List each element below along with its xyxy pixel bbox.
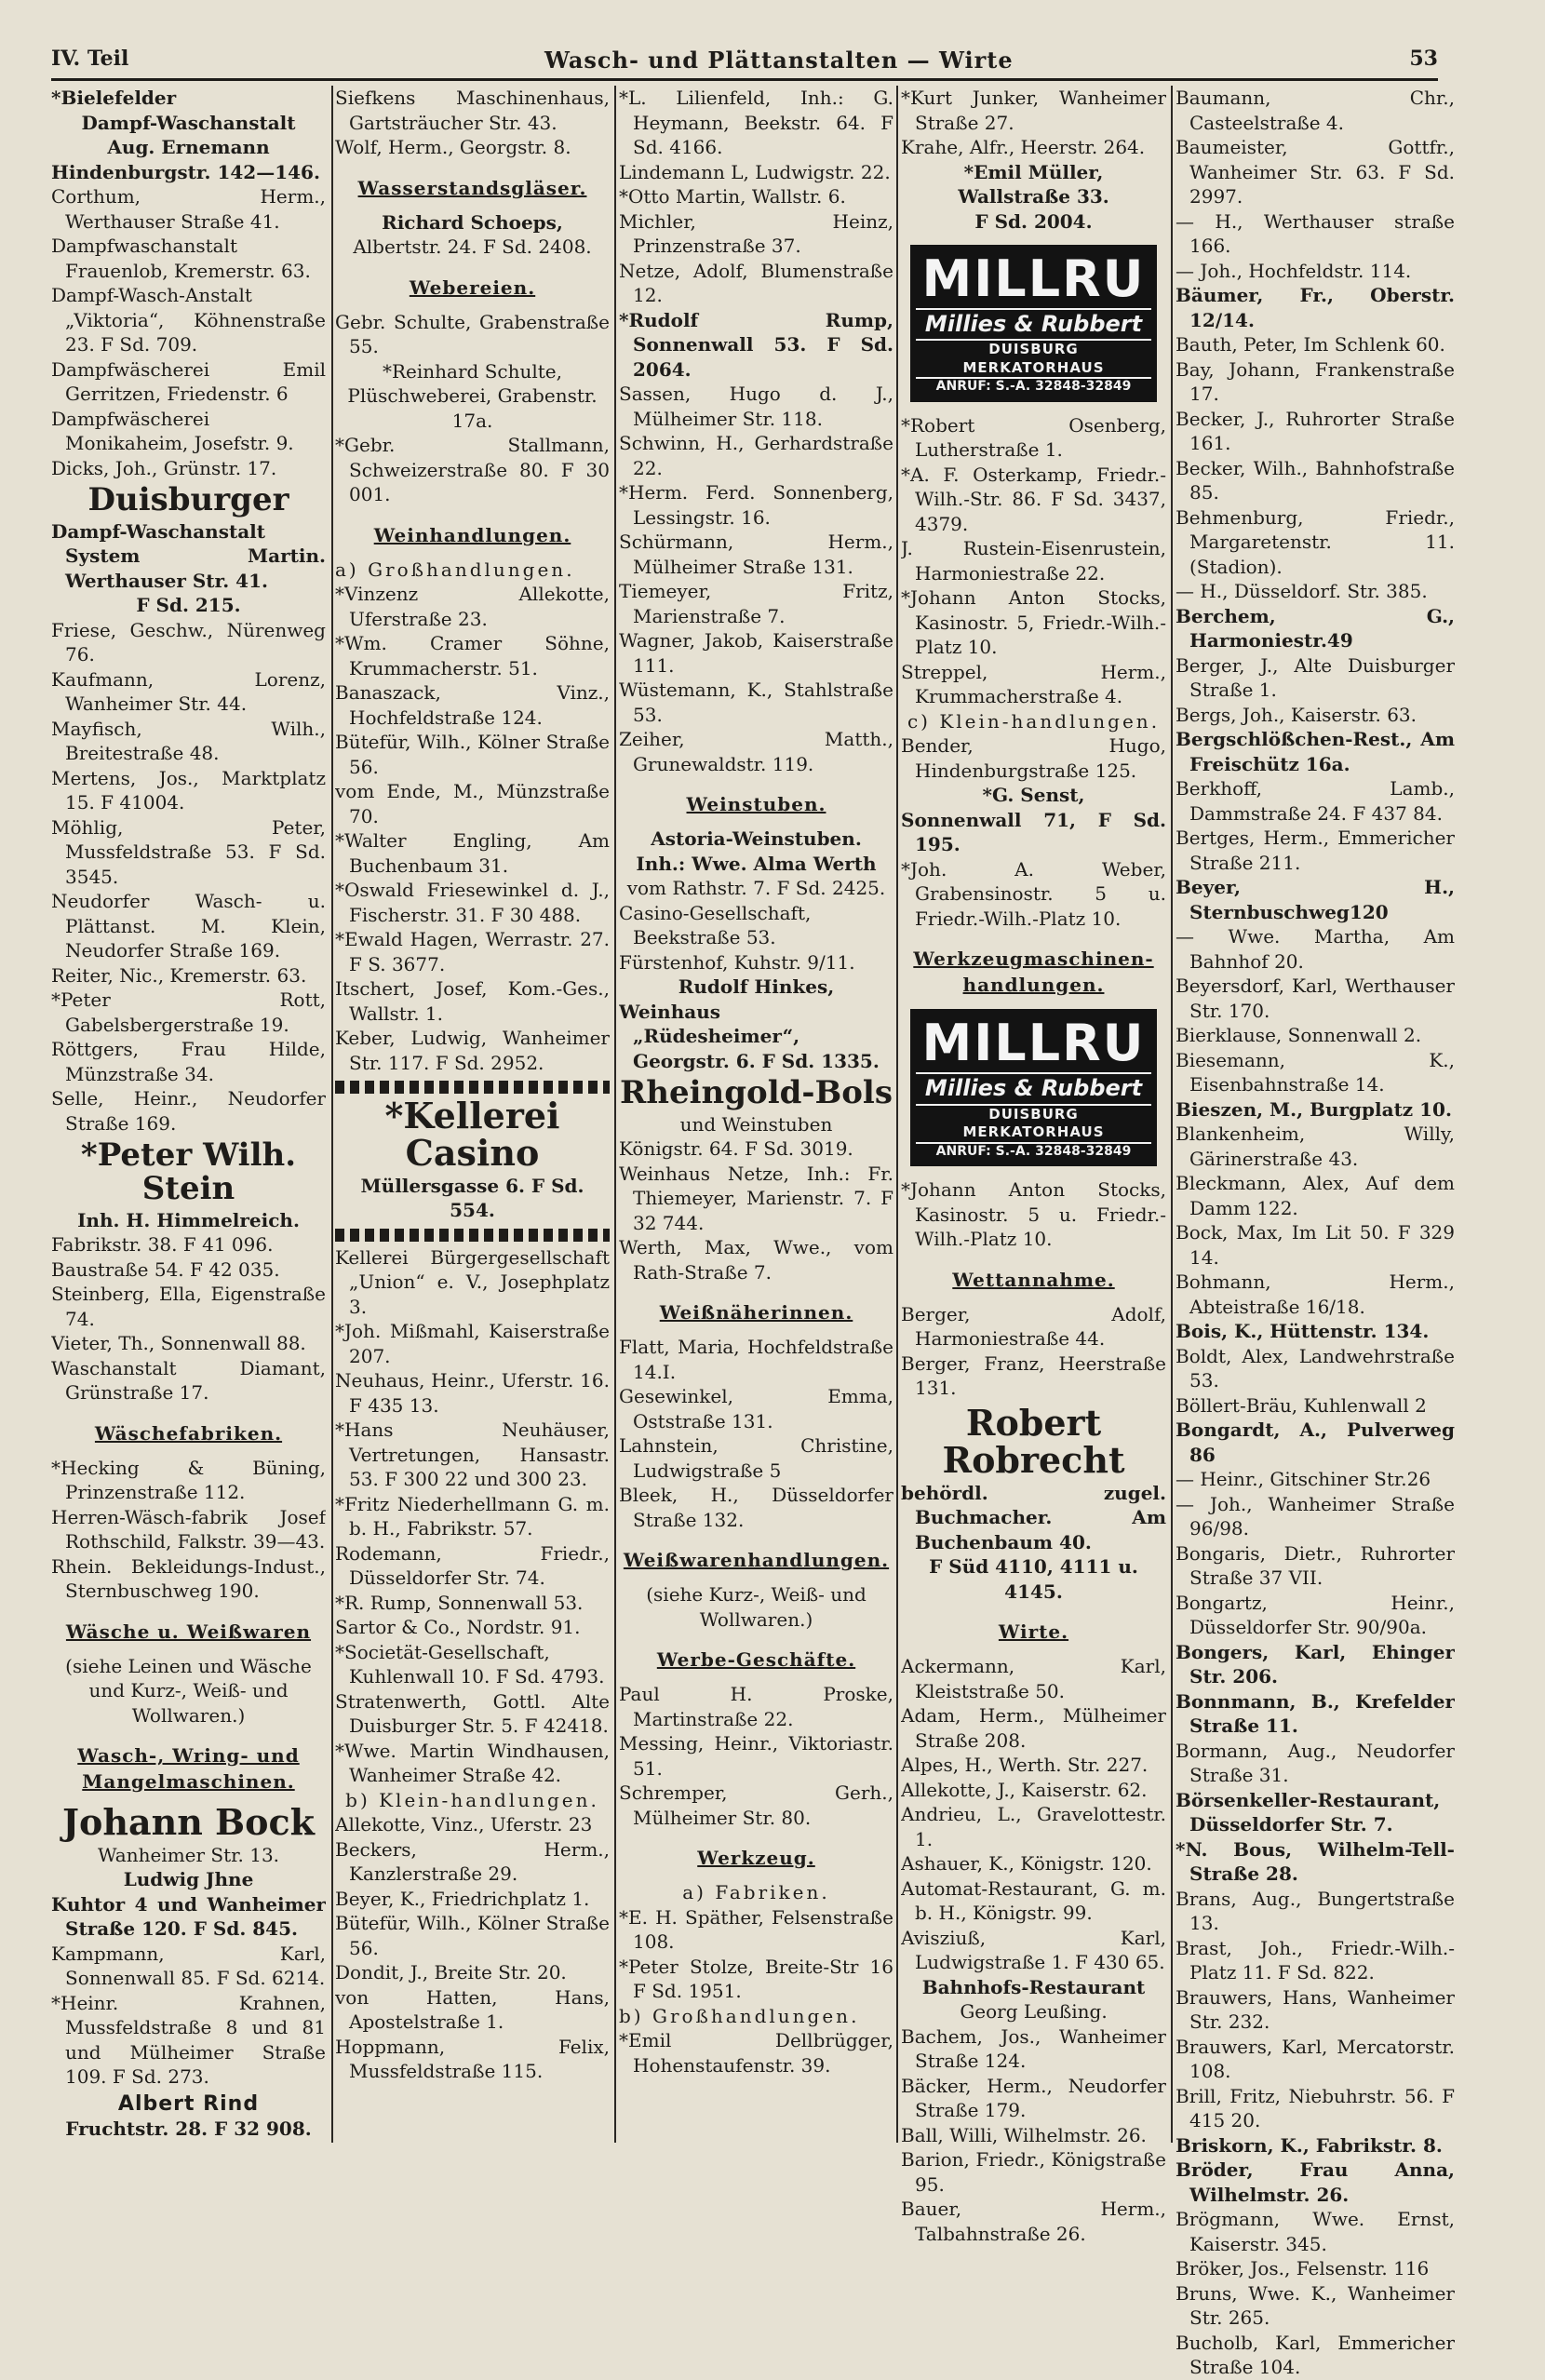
- directory-entry: — H., Werthauser straße 166.: [1176, 209, 1455, 257]
- directory-entry: — Wwe. Martha, Am Bahnhof 20.: [1176, 925, 1455, 973]
- directory-entry: b) Großhandlungen.: [619, 2004, 860, 2027]
- directory-entry: (siehe Leinen und Wäsche und Kurz-, Weiß- und Wollwaren.): [65, 1654, 312, 1727]
- directory-entry: Hoppmann, Felix, Mussfeldstraße 115.: [335, 2035, 610, 2083]
- directory-entry: Bauer, Herm., Talbahnstraße 26.: [901, 2198, 1166, 2245]
- directory-entry: Messing, Heinr., Viktoriastr. 51.: [619, 1732, 893, 1780]
- directory-entry: Krahe, Alfr., Heerstr. 264.: [901, 136, 1146, 158]
- directory-entry: a) Großhandlungen.: [335, 558, 575, 581]
- directory-entry: Albertstr. 24. F Sd. 2408.: [353, 235, 592, 258]
- ad-line-a3: DUISBURG MERKATORHAUS: [916, 1104, 1151, 1142]
- directory-entry: F Sd. 215.: [136, 594, 241, 617]
- directory-entry: c) Klein-handlungen.: [907, 709, 1161, 733]
- column-rule: [331, 86, 333, 2143]
- section-heading: Werkzeug.: [697, 1847, 815, 1870]
- directory-entry: Berger, J., Alte Duisburger Straße 1.: [1176, 653, 1455, 701]
- directory-entry: *Emil Dellbrügger, Hohenstaufenstr. 39.: [619, 2029, 893, 2077]
- directory-entry: Allekotte, J., Kaiserstr. 62.: [901, 1778, 1148, 1801]
- directory-entry: Brögmann, Wwe. Ernst, Kaiserstr. 345.: [1176, 2208, 1455, 2255]
- directory-entry: Neudorfer Wasch- u. Plättanst. M. Klein, Neudorfer Straße 169.: [51, 890, 326, 962]
- section-heading: Weinstuben.: [686, 793, 826, 815]
- directory-entry: Barion, Friedr., Königstraße 95.: [901, 2148, 1166, 2196]
- display-name: Rheingold-Bols: [620, 1074, 893, 1111]
- directory-entry: Rhein. Bekleidungs-Indust., Sternbuschweg 190.: [51, 1554, 326, 1603]
- directory-entry: Reiter, Nic., Kremerstr. 63.: [51, 963, 307, 987]
- directory-entry: Bongaris, Dietr., Ruhrorter Straße 37 VII.: [1176, 1541, 1455, 1589]
- directory-entry: Gebr. Schulte, Grabenstraße 55.: [335, 310, 610, 357]
- directory-entry: Zeiher, Matth., Grunewaldstr. 119.: [619, 728, 893, 775]
- directory-entry: Baumann, Chr., Casteelstraße 4.: [1176, 87, 1455, 134]
- directory-entry: *Wm. Cramer Söhne, Krummacherstr. 51.: [335, 632, 610, 679]
- directory-entry: Bongers, Karl, Ehinger Str. 206.: [1176, 1640, 1455, 1688]
- directory-entry: *E. H. Späther, Felsenstraße 108.: [619, 1905, 893, 1954]
- directory-entry: Brauwers, Karl, Mercatorstr. 108.: [1176, 2035, 1455, 2082]
- directory-entry: *L. Lilienfeld, Inh.: G. Heymann, Beekstr. 64. F Sd. 4166.: [619, 87, 893, 158]
- section-heading: Wäschefabriken.: [94, 1421, 283, 1445]
- ad-line-a2: Millies & Rubbert: [916, 1072, 1151, 1103]
- directory-entry: Paul H. Proske, Martinstraße 22.: [619, 1683, 893, 1730]
- directory-entry: Schürmann, Herm., Mülheimer Straße 131.: [619, 531, 893, 578]
- directory-entry: Automat-Restaurant, G. m. b. H., Königstr. 99.: [901, 1876, 1166, 1925]
- directory-entry: *Kurt Junker, Wanheimer Straße 27.: [901, 87, 1166, 134]
- directory-entry: Fabrikstr. 38. F 41 096.: [51, 1233, 274, 1257]
- directory-entry: Alpes, H., Werth. Str. 227.: [901, 1754, 1149, 1777]
- section-heading: Werbe-Geschäfte.: [656, 1648, 856, 1672]
- directory-entry: Dampf-Wasch-Anstalt „Viktoria“, Köhnenstraße 23. F Sd. 709.: [51, 284, 326, 356]
- directory-entry: *Ewald Hagen, Werrastr. 27. F S. 3677.: [335, 928, 610, 975]
- directory-entry: Andrieu, L., Gravelottestr. 1.: [901, 1803, 1166, 1850]
- directory-entry: *Hans Neuhäuser, Vertretungen, Hansastr. 53. F 300 22 und 300 23.: [335, 1419, 610, 1491]
- directory-entry: Bachem, Jos., Wanheimer Straße 124.: [901, 2024, 1166, 2073]
- directory-entry: Bergschlößchen-Rest., Am Freischütz 16a.: [1176, 728, 1455, 775]
- directory-entry: Kellerei Bürgergesellschaft „Union“ e. V., Josephplatz 3.: [335, 1245, 610, 1318]
- directory-entry: Kaufmann, Lorenz, Wanheimer Str. 44.: [51, 667, 326, 716]
- section-heading: Weinhandlungen.: [373, 523, 571, 546]
- directory-entry: Bruns, Wwe. K., Wanheimer Str. 265.: [1176, 2281, 1455, 2329]
- directory-entry: *G. Senst,: [982, 784, 1085, 807]
- column-rule: [896, 86, 898, 2143]
- directory-entry: *Robert Osenberg, Lutherstraße 1.: [901, 413, 1166, 462]
- section-heading: Wäsche u. Weißwaren: [65, 1620, 312, 1643]
- directory-entry: *Vinzenz Allekotte, Uferstraße 23.: [335, 583, 610, 630]
- directory-entry: Dondit, J., Breite Str. 20.: [335, 1961, 567, 1984]
- directory-entry: Bongartz, Heinr., Düsseldorfer Str. 90/90a.: [1176, 1591, 1455, 1638]
- directory-entry: a) Fabriken.: [682, 1881, 830, 1904]
- directory-entry: Dampfwäscherei Emil Gerritzen, Friedenstr. 6: [51, 357, 326, 405]
- running-title: Wasch- und Plättanstalten — Wirte: [544, 47, 1014, 74]
- directory-entry: Mayfisch, Wilh., Breitestraße 48.: [51, 717, 326, 765]
- directory-entry: *Hecking & Büning, Prinzenstraße 112.: [51, 1456, 326, 1504]
- directory-entry: Sartor & Co., Nordstr. 91.: [335, 1616, 581, 1639]
- display-name: Robert Robrecht: [942, 1401, 1125, 1481]
- directory-entry: Bertges, Herm., Emmericher Straße 211.: [1176, 827, 1455, 874]
- directory-entry: *Emil Müller,: [963, 160, 1104, 183]
- directory-entry: Baustraße 54. F 42 035.: [51, 1257, 280, 1281]
- directory-entry: *Walter Engling, Am Buchenbaum 31.: [335, 829, 610, 877]
- directory-entry: *Bielefelder: [51, 87, 177, 109]
- column-1: [51, 86, 326, 2142]
- directory-entry: Dampfwaschanstalt Frauenlob, Kremerstr. 63.: [51, 235, 311, 282]
- directory-entry: *Joh. Mißmahl, Kaiserstraße 207.: [335, 1320, 610, 1367]
- directory-entry: Böllert-Bräu, Kuhlenwall 2: [1176, 1393, 1427, 1417]
- directory-entry: Netze, Adolf, Blumenstraße 12.: [619, 259, 893, 306]
- directory-entry: Brans, Aug., Bungertstraße 13.: [1176, 1887, 1455, 1934]
- section-heading: Wirte.: [998, 1620, 1069, 1644]
- directory-entry: *Gebr. Stallmann, Schweizerstraße 80. F 30 001.: [335, 434, 610, 505]
- directory-entry: Bonnmann, B., Krefelder Straße 11.: [1176, 1689, 1455, 1737]
- section-heading: Wasserstandsgläser.: [357, 176, 587, 199]
- directory-entry: Boldt, Alex, Landwehrstraße 53.: [1176, 1344, 1455, 1392]
- directory-entry: Allekotte, Vinz., Uferstr. 23: [335, 1813, 593, 1836]
- directory-entry: Tiemeyer, Fritz, Marienstraße 7.: [619, 580, 893, 627]
- column-4: [901, 86, 1166, 2246]
- directory-entry: Wanheimer Str. 13.: [97, 1843, 280, 1866]
- directory-entry: Schremper, Gerh., Mülheimer Str. 80.: [619, 1782, 893, 1829]
- directory-entry: Berkhoff, Lamb., Dammstraße 24. F 437 84.: [1176, 777, 1455, 825]
- directory-entry: vom Rathstr. 7. F Sd. 2425.: [626, 877, 886, 899]
- section-heading: Weißwarenhandlungen.: [623, 1549, 890, 1572]
- directory-entry: Banaszack, Vinz., Hochfeldstraße 124.: [335, 681, 610, 729]
- directory-entry: J. Rustein-Eisenrustein, Harmoniestraße 22.: [901, 537, 1166, 585]
- display-name: *Peter Wilh. Stein: [80, 1136, 297, 1207]
- section-heading: Wasch-, Wring- und Mangelmaschinen.: [77, 1744, 300, 1794]
- directory-entry: Bergs, Joh., Kaiserstr. 63.: [1176, 703, 1417, 726]
- directory-entry: Rudolf Hinkes,: [678, 975, 835, 998]
- directory-entry: *Rudolf Rump, Sonnenwall 53. F Sd. 2064.: [619, 308, 893, 381]
- directory-entry: Weinhaus Netze, Inh.: Fr. Thiemeyer, Marienstr. 7. F 32 744.: [619, 1162, 893, 1234]
- directory-entry: Bieszen, M., Burgplatz 10.: [1176, 1097, 1452, 1121]
- ad-line-a2: Millies & Rubbert: [916, 308, 1151, 339]
- directory-entry: Herren-Wäsch-fabrik Josef Rothschild, Falkstr. 39—43.: [51, 1505, 326, 1553]
- directory-entry: F Sd. 2004.: [974, 209, 1093, 233]
- directory-entry: Biesemann, K., Eisenbahnstraße 14.: [1176, 1048, 1455, 1096]
- advertisement-box: [910, 245, 1157, 402]
- directory-entry: Bröder, Frau Anna, Wilhelmstr. 26.: [1176, 2158, 1455, 2206]
- column-rule: [614, 86, 616, 2143]
- part-label: IV. Teil: [51, 47, 129, 71]
- directory-entry: Beyer, H., Sternbuschweg120: [1176, 876, 1455, 923]
- ad-line-a4: ANRUF: S.-A. 32848-32849: [916, 1142, 1151, 1160]
- directory-entry: — Heinr., Gitschiner Str.26: [1176, 1468, 1431, 1490]
- directory-entry: Wallstraße 33.: [958, 185, 1109, 208]
- directory-entry: Bütefür, Wilh., Kölner Straße 56.: [335, 1912, 610, 1959]
- directory-entry: Inh. H. Himmelreich.: [77, 1208, 300, 1231]
- directory-entry: Keber, Ludwig, Wanheimer Str. 117. F Sd. 2952.: [335, 1027, 610, 1074]
- directory-entry: — Joh., Hochfeldstr. 114.: [1176, 259, 1412, 282]
- directory-entry: — Joh., Wanheimer Straße 96/98.: [1176, 1492, 1455, 1540]
- ornament-rule: [335, 1229, 610, 1242]
- directory-entry: b) Klein-handlungen.: [345, 1788, 599, 1811]
- directory-entry: *Oswald Friesewinkel d. J., Fischerstr. 31. F 30 488.: [335, 879, 610, 926]
- directory-entry: Weinhaus „Rüdesheimer“, Georgstr. 6. F Sd. 1335.: [619, 1000, 880, 1072]
- directory-entry: Baumeister, Gottfr., Wanheimer Str. 63. F Sd. 2997.: [1176, 136, 1455, 208]
- directory-entry: Itschert, Josef, Kom.-Ges., Wallstr. 1.: [335, 977, 610, 1025]
- directory-entry: Möhlig, Peter, Mussfeldstraße 53. F Sd. 3545.: [51, 815, 326, 888]
- directory-entry: Georg Leußing.: [960, 2000, 1108, 2024]
- directory-entry: Brill, Fritz, Niebuhrstr. 56. F 415 20.: [1176, 2084, 1455, 2131]
- directory-entry: Flatt, Maria, Hochfeldstraße 14.I.: [619, 1336, 893, 1383]
- display-name: *Kellerei Casino: [384, 1095, 560, 1174]
- directory-entry: Beckers, Herm., Kanzlerstraße 29.: [335, 1837, 610, 1886]
- directory-entry: *Otto Martin, Wallstr. 6.: [619, 185, 846, 208]
- directory-entry: Richard Schoeps,: [382, 210, 563, 234]
- directory-entry: Werth, Max, Wwe., vom Rath-Straße 7.: [619, 1236, 893, 1284]
- directory-entry: Aug. Ernemann: [107, 136, 270, 158]
- directory-entry: Becker, J., Ruhrorter Straße 161.: [1176, 407, 1455, 454]
- directory-entry: Sassen, Hugo d. J., Mülheimer Str. 118.: [619, 383, 893, 430]
- directory-entry: Lindemann L, Ludwigstr. 22.: [619, 160, 891, 183]
- ornament-rule: [335, 1081, 610, 1094]
- directory-entry: F Süd 4110, 4111 u. 4145.: [929, 1555, 1138, 1603]
- directory-entry: von Hatten, Hans, Apostelstraße 1.: [335, 1985, 610, 2034]
- column-3: [619, 86, 893, 2077]
- directory-entry: Röttgers, Frau Hilde, Münzstraße 34.: [51, 1038, 326, 1085]
- page-header: [51, 45, 1438, 81]
- directory-entry: Beyer, K., Friedrichplatz 1.: [335, 1887, 590, 1910]
- directory-entry: — H., Düsseldorf. Str. 385.: [1176, 580, 1428, 602]
- directory-entry: Ludwig Jhne: [123, 1868, 254, 1891]
- section-heading: Wettannahme.: [952, 1268, 1115, 1291]
- directory-entry: Sonnenwall 71, F Sd. 195.: [901, 808, 1166, 856]
- directory-entry: (siehe Kurz-, Weiß- und Wollwaren.): [646, 1583, 867, 1631]
- directory-entry: Bay, Johann, Frankenstraße 17.: [1176, 357, 1455, 405]
- directory-entry: Mertens, Jos., Marktplatz 15. F 41004.: [51, 766, 326, 814]
- directory-entry: Ball, Willi, Wilhelmstr. 26.: [901, 2123, 1147, 2146]
- directory-entry: Bock, Max, Im Lit 50. F 329 14.: [1176, 1221, 1455, 1269]
- directory-entry: Michler, Heinz, Prinzenstraße 37.: [619, 209, 893, 257]
- directory-entry: Bütefür, Wilh., Kölner Straße 56.: [335, 731, 610, 778]
- directory-entry: Hindenburgstr. 142—146.: [51, 160, 320, 183]
- section-heading: Weißnäherinnen.: [659, 1301, 853, 1324]
- ad-line-a3: DUISBURG MERKATORHAUS: [916, 339, 1151, 377]
- directory-entry: Bleek, H., Düsseldorfer Straße 132.: [619, 1484, 893, 1531]
- directory-entry: Selle, Heinr., Neudorfer Straße 169.: [51, 1087, 326, 1135]
- directory-entry: Beyersdorf, Karl, Werthauser Str. 170.: [1176, 975, 1455, 1022]
- directory-entry: Bucholb, Karl, Emmericher Straße 104.: [1176, 2331, 1455, 2378]
- directory-entry: *Peter Rott, Gabelsbergerstraße 19.: [51, 988, 326, 1036]
- directory-entry: Bohmann, Herm., Abteistraße 16/18.: [1176, 1271, 1455, 1318]
- directory-entry: Dampfwäscherei Monikaheim, Josefstr. 9.: [51, 407, 294, 454]
- directory-entry: Brauwers, Hans, Wanheimer Str. 232.: [1176, 1985, 1455, 2033]
- page-number: 53: [1409, 47, 1438, 71]
- directory-entry: Dampf-Waschanstalt System Martin. Werthauser Str. 41.: [51, 519, 326, 592]
- directory-entry: Bleckmann, Alex, Auf dem Damm 122.: [1176, 1172, 1455, 1219]
- ad-line-a4: ANRUF: S.-A. 32848-32849: [916, 377, 1151, 395]
- directory-entry: Neuhaus, Heinr., Uferstr. 16. F 435 13.: [335, 1369, 610, 1417]
- directory-entry: Casino-Gesellschaft, Beekstraße 53.: [619, 901, 812, 948]
- directory-entry: Königstr. 64. F Sd. 3019.: [619, 1137, 853, 1161]
- directory-entry: Bierklause, Sonnenwall 2.: [1176, 1024, 1422, 1046]
- column-2: [335, 86, 610, 2084]
- directory-entry: Lahnstein, Christine, Ludwigstraße 5: [619, 1434, 893, 1482]
- ad-line-a1: MILLRU: [921, 249, 1146, 308]
- directory-entry: Kuhtor 4 und Wanheimer Straße 120. F Sd. 845.: [51, 1892, 326, 1941]
- directory-entry: Waschanstalt Diamant, Grünstraße 17.: [51, 1356, 326, 1405]
- directory-entry: Berchem, G., Harmoniestr.49: [1176, 604, 1455, 652]
- directory-entry: Blankenheim, Willy, Gärinerstraße 43.: [1176, 1123, 1455, 1170]
- directory-entry: Briskorn, K., Fabrikstr. 8.: [1176, 2133, 1443, 2157]
- advertisement-box: [910, 1009, 1157, 1166]
- directory-entry: *R. Rump, Sonnenwall 53.: [335, 1591, 584, 1614]
- directory-entry: *Herm. Ferd. Sonnenberg, Lessingstr. 16.: [619, 481, 893, 529]
- directory-entry: *Johann Anton Stocks, Kasinostr. 5 u. Friedr.-Wilh.-Platz 10.: [901, 1178, 1166, 1251]
- directory-entry: vom Ende, M., Münzstraße 70.: [335, 780, 610, 827]
- directory-entry: Corthum, Herm., Werthauser Straße 41.: [51, 185, 326, 233]
- directory-entry: Berger, Adolf, Harmoniestraße 44.: [901, 1302, 1166, 1351]
- directory-entry: Bormann, Aug., Neudorfer Straße 31.: [1176, 1739, 1455, 1786]
- directory-entry: Gesewinkel, Emma, Oststraße 131.: [619, 1385, 893, 1432]
- directory-entry: Streppel, Herm., Krummacherstraße 4.: [901, 660, 1166, 708]
- directory-entry: Bröker, Jos., Felsenstr. 116: [1176, 2257, 1430, 2279]
- directory-entry: Brast, Joh., Friedr.-Wilh.-Platz 11. F Sd. 822.: [1176, 1936, 1455, 1983]
- directory-entry: Adam, Herm., Mülheimer Straße 208.: [901, 1704, 1166, 1752]
- directory-entry: Fürstenhof, Kuhstr. 9/11.: [619, 950, 855, 974]
- directory-entry: *Fritz Niederhellmann G. m. b. H., Fabrikstr. 57.: [335, 1492, 610, 1540]
- directory-entry: Bois, K., Hüttenstr. 134.: [1176, 1320, 1430, 1342]
- directory-entry: Inh.: Wwe. Alma Werth: [636, 852, 877, 875]
- directory-entry: *Wwe. Martin Windhausen, Wanheimer Straße 42.: [335, 1739, 610, 1787]
- display-name: Johann Bock: [62, 1801, 315, 1844]
- directory-entry: Bahnhofs-Restaurant: [921, 1975, 1146, 1998]
- directory-entry: Berger, Franz, Heerstraße 131.: [901, 1351, 1166, 1400]
- directory-entry: Rodemann, Friedr., Düsseldorfer Str. 74.: [335, 1541, 610, 1590]
- directory-entry: und Weinstuben: [679, 1112, 833, 1136]
- directory-entry: Wolf, Herm., Georgstr. 8.: [335, 136, 571, 158]
- directory-entry: *N. Bous, Wilhelm-Tell-Straße 28.: [1176, 1837, 1455, 1885]
- display-name: Duisburger: [87, 481, 289, 518]
- directory-entry: Bäumer, Fr., Oberstr. 12/14.: [1176, 284, 1455, 331]
- directory-entry: *Johann Anton Stocks, Kasinostr. 5, Friedr.-Wilh.-Platz 10.: [901, 586, 1166, 659]
- directory-entry: Steinberg, Ella, Eigenstraße 74.: [51, 1283, 326, 1330]
- directory-entry: Behmenburg, Friedr., Margaretenstr. 11. (Stadion).: [1176, 505, 1455, 578]
- section-heading: Werkzeugmaschinen-handlungen.: [913, 948, 1154, 997]
- directory-entry: Wagner, Jakob, Kaiserstraße 111.: [619, 629, 893, 677]
- directory-entry: Ashauer, K., Königstr. 120.: [901, 1852, 1152, 1876]
- directory-entry: *Societät-Gesellschaft, Kuhlenwall 10. F Sd. 4793.: [335, 1640, 605, 1688]
- directory-entry: Bäcker, Herm., Neudorfer Straße 179.: [901, 2074, 1166, 2122]
- directory-entry: Schwinn, H., Gerhardstraße 22.: [619, 432, 893, 479]
- directory-entry: Kampmann, Karl, Sonnenwall 85. F Sd. 6214.: [51, 1942, 326, 1990]
- column-rule: [1171, 86, 1173, 2143]
- directory-entry: Vieter, Th., Sonnenwall 88.: [51, 1332, 306, 1355]
- directory-entry: Wüstemann, K., Stahlstraße 53.: [619, 679, 893, 726]
- section-heading: Webereien.: [409, 276, 536, 299]
- directory-entry: Fruchtstr. 28. F 32 908.: [65, 2118, 312, 2141]
- directory-entry: Siefkens Maschinenhaus, Gartsträucher Str. 43.: [335, 87, 610, 134]
- column-5: [1176, 86, 1455, 2380]
- directory-entry: Müllersgasse 6. F Sd. 554.: [360, 1174, 584, 1222]
- directory-entry: Bongardt, A., Pulverweg 86: [1176, 1419, 1455, 1466]
- directory-entry: *Reinhard Schulte, Plüschweberei, Grabenstr. 17a.: [347, 359, 598, 432]
- directory-entry: Avisziuß, Karl, Ludwigstraße 1. F 430 65.: [901, 1926, 1166, 1974]
- directory-entry: Bauth, Peter, Im Schlenk 60.: [1176, 333, 1445, 356]
- directory-entry: behördl. zugel. Buchmacher. Am Buchenbaum 40.: [901, 1481, 1166, 1553]
- directory-entry: Stratenwerth, Gottl. Alte Duisburger Str. 5. F 42418.: [335, 1689, 610, 1738]
- directory-entry: Dicks, Joh., Grünstr. 17.: [51, 456, 277, 479]
- directory-entry: Becker, Wilh., Bahnhofstraße 85.: [1176, 456, 1455, 504]
- directory-entry: *Peter Stolze, Breite-Str 16 F Sd. 1951.: [619, 1955, 893, 2003]
- directory-entry: *A. F. Osterkamp, Friedr.-Wilh.-Str. 86. F Sd. 3437, 4379.: [901, 463, 1166, 535]
- directory-entry: Friese, Geschw., Nürenweg 76.: [51, 618, 326, 666]
- directory-entry: Astoria-Weinstuben.: [651, 827, 862, 850]
- directory-entry: Ackermann, Karl, Kleiststraße 50.: [901, 1655, 1166, 1702]
- ad-line-a1: MILLRU: [921, 1014, 1146, 1073]
- display-name: Albert Rind: [117, 2091, 260, 2116]
- directory-entry: *Joh. A. Weber, Grabensinostr. 5 u. Friedr.-Wilh.-Platz 10.: [901, 857, 1166, 930]
- directory-entry: Börsenkeller-Restaurant, Düsseldorfer Str. 7.: [1176, 1788, 1441, 1835]
- directory-entry: Dampf-Waschanstalt: [81, 111, 296, 134]
- directory-entry: Bender, Hugo, Hindenburgstraße 125.: [901, 734, 1166, 782]
- directory-entry: *Heinr. Krahnen, Mussfeldstraße 8 und 81 und Mülheimer Straße 109. F Sd. 273.: [51, 1991, 326, 2089]
